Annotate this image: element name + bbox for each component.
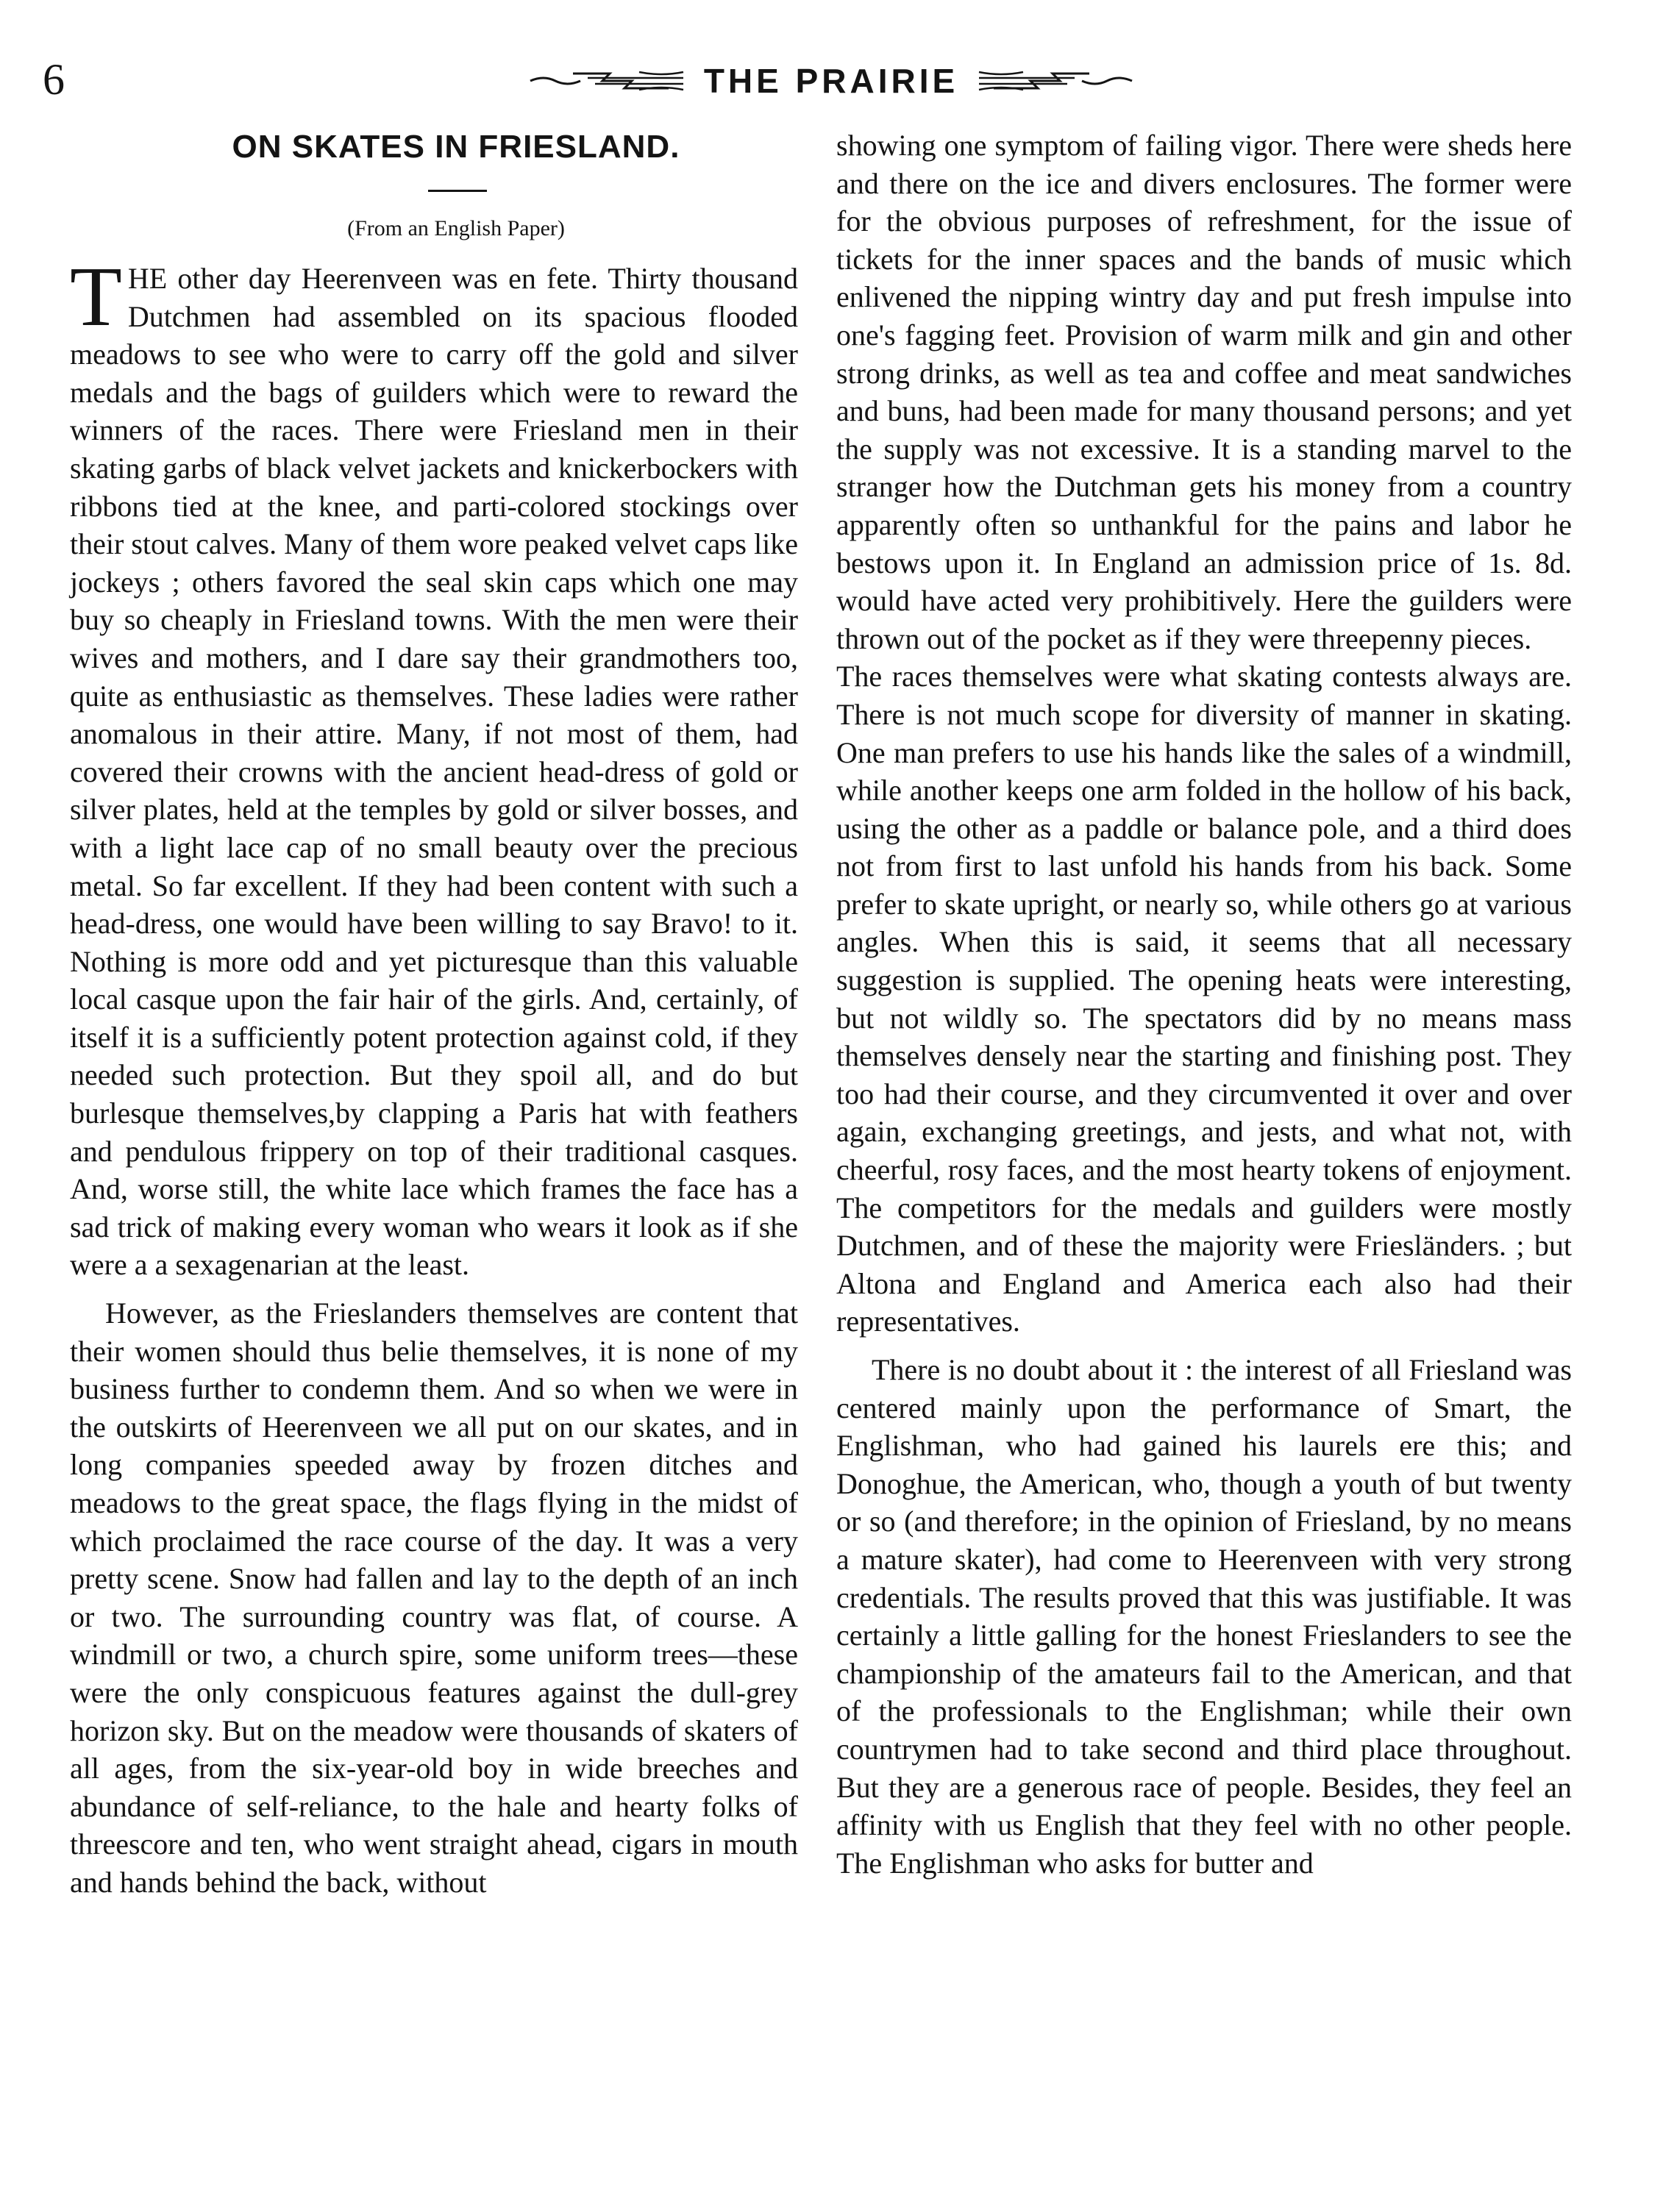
masthead xyxy=(508,59,1155,103)
page-number: 6 xyxy=(43,55,65,104)
paragraph-4: The races themselves were what skating contests always are. There is not much scope for diversity of manner in skating. One man prefers to use his hands like the sales of a windmill, while another keeps one arm folded in the hollow of his back, using the other as a paddle or balance pole, and a third does not from first to last unfold his hands from his back. Some prefer to skate upright, or nearly so, while others go at various angles. When this is said, it seems that all necessary suggestion is supplied. The opening heats were interesting, but not wildly so. The spectators did by no means mass themselves densely near the starting and finishing post. They too had their course, and they circumvented it over and over again, exchanging greetings, and jests, and what not, with cheerful, rosy faces, and the most hearty tokens of enjoyment. The competitors for the medals and guilders were mostly Dutchmen, and of these the majority were Friesländers. ; but Altona and England and America each also had their representatives. xyxy=(836,660,1572,1338)
drop-cap: T xyxy=(70,250,122,344)
publication-title: THE PRAIRIE xyxy=(703,62,959,100)
paragraph-3: showing one symptom of failing vigor. There were sheds here and there on the ice and divers enclosures. The former were for the obvious purposes of refreshment, for the issue of tickets for the inner spaces and the bands of music which enlivened the nipping wintry day and put fresh impulse into one's fagging feet. Provision of warm milk and gin and other strong drinks, as well as tea and coffee and meat sandwiches and buns, had been made for many thousand persons; and yet the supply was not excessive. It is a standing marvel to the stranger how the Dutchman gets his money from a country apparently often so unthankful for the pains and labor he bestows upon it. In England an admission price of 1s. 8d. would have acted very prohibitively. Here the guilders were thrown out of the pocket as if they were threepenny pieces. xyxy=(836,129,1572,655)
left-flourish-ornament xyxy=(529,68,691,94)
paragraph-1 xyxy=(70,250,798,1284)
article-title: ON SKATES IN FRIESLAND. xyxy=(232,129,680,165)
paragraph-2: However, as the Frieslanders themselves are content that their women should thus belie themselves, it is none of my business further to condemn them. And so when we were in the outskirts of Heerenveen we all put on our skates, and in long companies speeded away by frozen ditches and meadows to the great space, the flags flying in the midst of which proclaimed the race course of the day. It was a very pretty scene. Snow had fallen and lay to the depth of an inch or two. The surrounding country was flat, of course. A windmill or two, a church spire, some uniform trees—these were the only conspicuous features against the dull-grey horizon sky. But on the meadow were thousands of skaters of all ages, from the six-year-old boy in wide breeches and abundance of self-reliance, to the hale and hearty folks of threescore and ten, who went straight ahead, cigars in mouth and hands behind the back, without xyxy=(70,1296,798,1899)
article-source: (From an English Paper) xyxy=(347,216,565,240)
right-flourish-ornament xyxy=(972,68,1133,94)
title-rule xyxy=(428,190,487,192)
right-column xyxy=(836,126,1572,1882)
paragraph-5: There is no doubt about it : the interest of all Friesland was centered mainly upon the performance of Smart, the Englishman, who had gained his laurels ere this; and Donoghue, the American, who, though a youth of but twenty or so (and therefore; in the opinion of Friesland, by no means a mature skater), had come to Heerenveen with very strong credentials. The results proved that this was justifiable. It was certainly a little galling for the honest Frieslanders to see the championship of the amateurs fail to the American, and that of the professionals to the Englishman; while their own countrymen had to take second and third place throughout. But they are a generous race of people. Besides, they feel an affinity with us English that they feel with no other people. The Englishman who asks for butter and xyxy=(836,1353,1572,1880)
left-column xyxy=(70,125,798,1902)
paragraph-1-text: HE other day Heerenveen was en fete. Thirty thousand Dutchmen had assembled on its spacious flooded meadows to see who were to carry off the gold and silver medals and the bags of guilders which were to reward the winners of the races. There were Friesland men in their skating garbs of black velvet jackets and knickerbockers with ribbons tied at the knee, and parti-colored stockings over their stout calves. Many of them wore peaked velvet caps like jockeys ; others favored the seal skin caps which one may buy so cheaply in Friesland towns. With the men were their wives and mothers, and I dare say their grandmothers too, quite as enthusiastic as themselves. These ladies were rather anomalous in their attire. Many, if not most of them, had covered their crowns with the ancient head-dress of gold or silver plates, held at the temples by gold or silver bosses, and with a light lace cap of no small beauty over the precious metal. So far excellent. If they had been content with such a head-dress, one would have been willing to say Bravo! to it. Nothing is more odd and yet picturesque than this valuable local casque upon the fair hair of the girls. And, certainly, of itself it is a sufficiently potent protection against cold, if they needed such protection. But they spoil all, and do but burlesque themselves,by clapping a Paris hat with feathers and pendulous frippery on top of their traditional casques. And, worse still, the white lace which frames the face has a sad trick of making every woman who wears it look as if she were a a sexagenarian at the least. xyxy=(70,262,798,1282)
